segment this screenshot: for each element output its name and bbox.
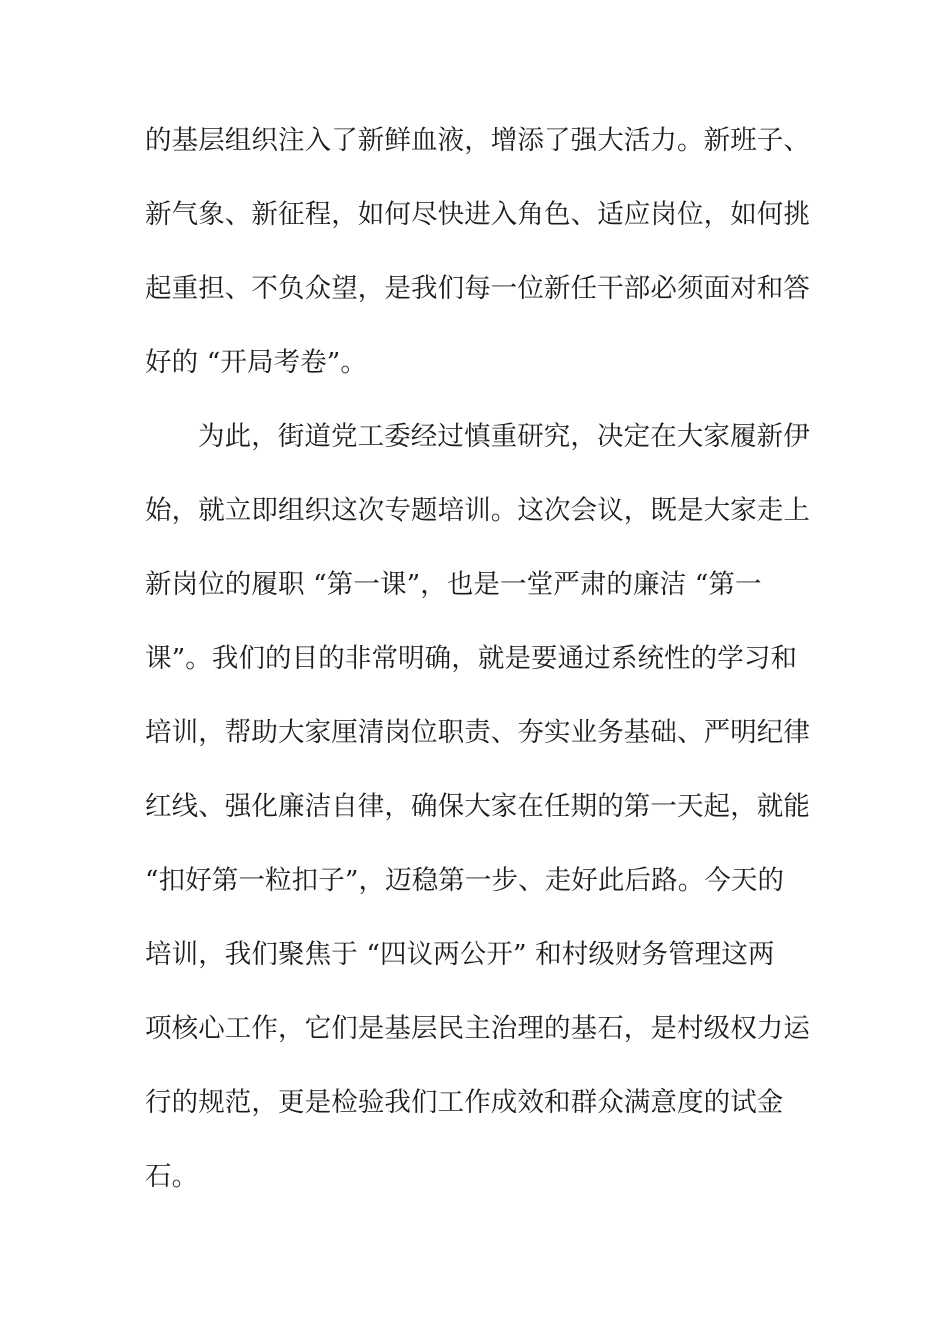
text-line: 始，就立即组织这次专题培训。这次会议，既是大家走上 — [145, 495, 810, 526]
text-line paragraph-end-line: 石。 — [145, 1161, 199, 1192]
text-line: 行的规范，更是检验我们工作成效和群众满意度的试金 — [145, 1087, 784, 1118]
text-line paragraph-end-line: 好的 “开局考卷”。 — [145, 347, 368, 378]
text-line: 课”。我们的目的非常明确，就是要通过系统性的学习和 — [145, 643, 798, 674]
text-line: 新气象、新征程，如何尽快进入角色、适应岗位，如何挑 — [145, 199, 810, 230]
text-line: “扣好第一粒扣子”，迈稳第一步、走好此后路。今天的 — [145, 865, 785, 896]
text-line: 项核心工作，它们是基层民主治理的基石，是村级权力运 — [145, 1013, 810, 1044]
text-line paragraph-start-line: 为此，街道党工委经过慎重研究，决定在大家履新伊 — [198, 421, 810, 452]
text-line: 起重担、不负众望，是我们每一位新任干部必须面对和答 — [145, 273, 810, 304]
document-body-text — [145, 104, 810, 1214]
text-line: 红线、强化廉洁自律，确保大家在任期的第一天起，就能 — [145, 791, 810, 822]
text-line: 新岗位的履职 “第一课”，也是一堂严肃的廉洁 “第一 — [145, 569, 762, 600]
text-line: 培训，我们聚焦于 “四议两公开” 和村级财务管理这两 — [145, 939, 775, 970]
text-line: 培训，帮助大家厘清岗位职责、夯实业务基础、严明纪律 — [145, 717, 810, 748]
text-line: 的基层组织注入了新鲜血液，增添了强大活力。新班子、 — [145, 125, 810, 156]
